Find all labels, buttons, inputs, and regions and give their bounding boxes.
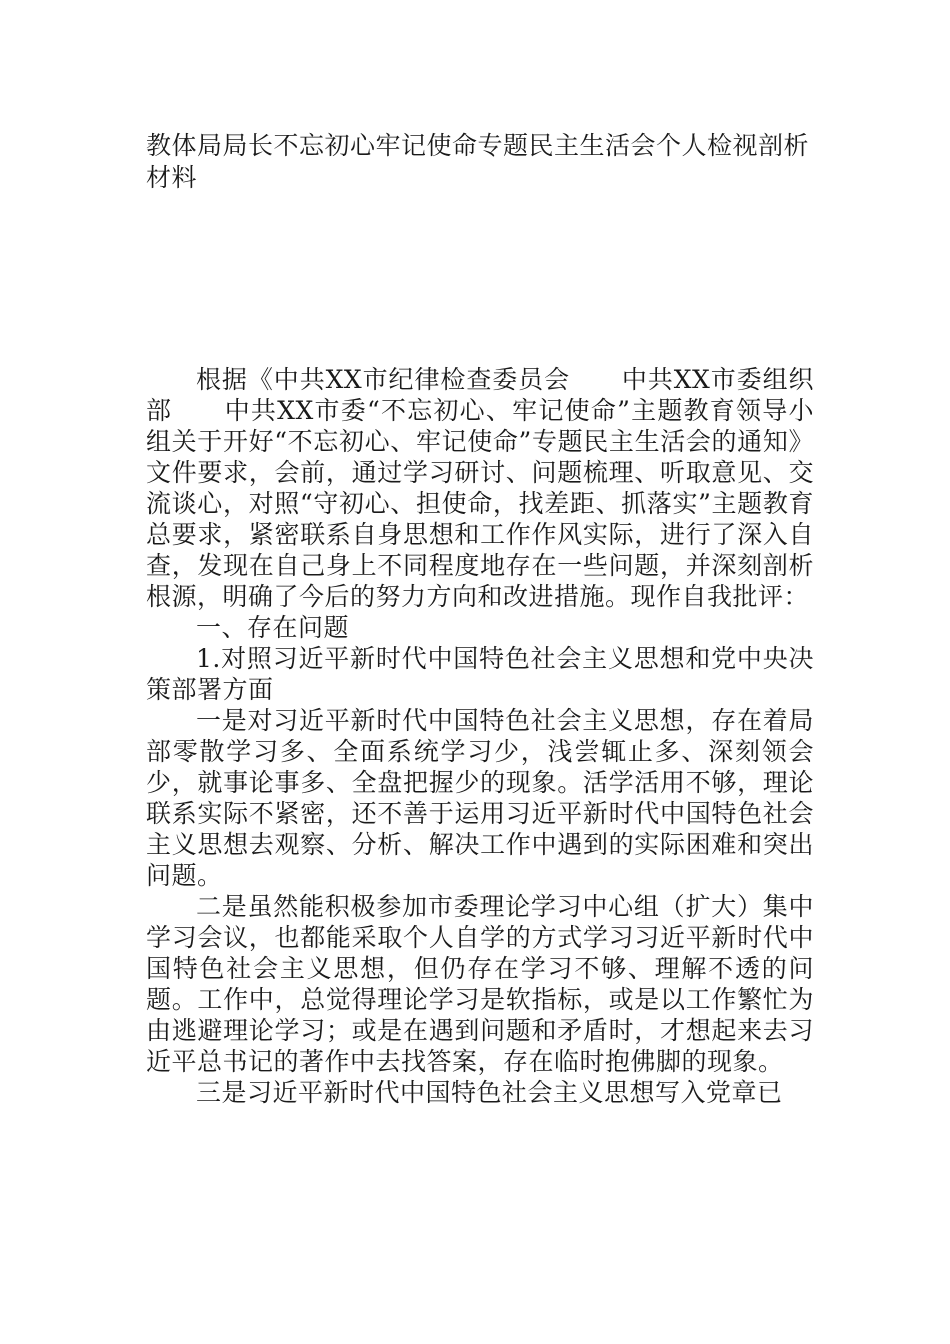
paragraph-point-two: 二是虽然能积极参加市委理论学习中心组（扩大）集中学习会议，也都能采取个人自学的方式学习习近平新时代中国特色社会主义思想，但仍存在学习不够、理解不透的问题。工作中，总觉得理论学习是软指标，或是以工作繁忙为由逃避理论学习；或是在遇到问题和矛盾时，才想起来去习近平总书记的著作中去找答案，存在临时抱佛脚的现象。 bbox=[146, 892, 814, 1076]
document-title: 教体局局长不忘初心牢记使命专题民主生活会个人检视剖析材料 bbox=[146, 131, 810, 192]
paragraph-point-three: 三是习近平新时代中国特色社会主义思想写入党章已 bbox=[196, 1078, 783, 1107]
document-body bbox=[146, 364, 814, 1108]
section-heading: 一、存在问题 bbox=[196, 613, 350, 642]
paragraph-point-one: 一是对习近平新时代中国特色社会主义思想，存在着局部零散学习多、全面系统学习少，浅尝辄止多、深刻领会少，就事论事多、全盘把握少的现象。活学活用不够，理论联系实际不紧密，还不善于运用习近平新时代中国特色社会主义思想去观察、分析、解决工作中遇到的实际困难和突出问题。 bbox=[146, 706, 814, 890]
subsection-heading: 1.对照习近平新时代中国特色社会主义思想和党中央决策部署方面 bbox=[146, 644, 814, 704]
paragraph-intro: 根据《中共XX市纪律检查委员会 中共XX市委组织部 中共XX市委“不忘初心、牢记使命”主题教育领导小组关于开好“不忘初心、牢记使命”专题民主生活会的通知》文件要求，会前，通过学习研讨、问题梳理、听取意见、交流谈心，对照“守初心、担使命，找差距、抓落实”主题教育总要求，紧密联系自身思想和工作作风实际，进行了深入自查，发现在自己身上不同程度地存在一些问题，并深刻剖析根源，明确了今后的努力方向和改进措施。现作自我批评： bbox=[146, 365, 814, 611]
